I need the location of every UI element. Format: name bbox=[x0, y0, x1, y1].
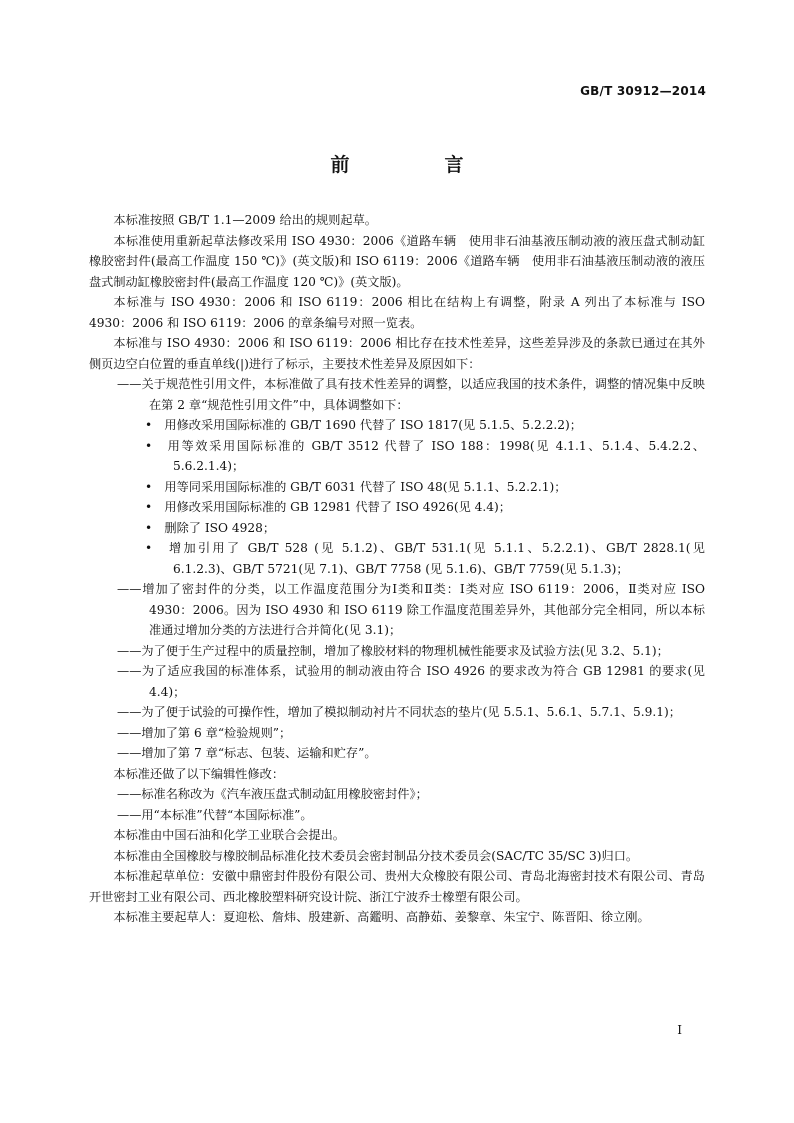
difference-item-references: ——关于规范性引用文件，本标准做了具有技术性差异的调整，以适应我国的技术条件，调整的情况集中反映在第 2 章“规范性引用文件”中，具体调整如下： bbox=[117, 377, 705, 412]
bullet-item: • 删除了 ISO 4928； bbox=[145, 520, 276, 535]
paragraph-drafting-rules: 本标准按照 GB/T 1.1—2009 给出的规则起草。 bbox=[113, 213, 377, 227]
difference-item: ——增加了第 7 章“标志、包装、运输和贮存”。 bbox=[117, 746, 377, 760]
bullet-item: • 增加引用了 GB/T 528 (见 5.1.2)、GB/T 531.1(见 5.1.1、5.2.2.1)、GB/T 2828.1(见 6.1.2.3)、GB/T 5721(见 7.1)、GB/T 7758 (见 5.1.6)、GB/T 7759(见 5.1.3)； bbox=[145, 541, 705, 576]
paragraph-adoption: 本标准使用重新起草法修改采用 ISO 4930：2006《道路车辆 使用非石油基液压制动液的液压盘式制动缸橡胶密封件(最高工作温度 150 ℃)》(英文版)和 ISO 6119：2006《道路车辆 使用非石油基液压制动液的液压盘式制动缸橡胶密封件(最高工作温度 120 ℃)》(英文版)。 bbox=[89, 233, 705, 289]
bullet-item: • 用等同采用国际标准的 GB/T 6031 代替了 ISO 48(见 5.1.1、5.2.2.1)； bbox=[145, 479, 567, 494]
foreword-body bbox=[89, 210, 705, 928]
difference-item: ——为了便于试验的可操作性，增加了模拟制动衬片不同状态的垫片(见 5.5.1、5.6.1、5.7.1、5.9.1)； bbox=[117, 705, 681, 719]
paragraph-drafting-units: 本标准起草单位：安徽中鼎密封件股份有限公司、贵州大众橡胶有限公司、青岛北海密封技术有限公司、青岛开世密封工业有限公司、西北橡胶塑料研究设计院、浙江宁波乔士橡塑有限公司。 bbox=[89, 869, 705, 904]
paragraph-technical-differences: 本标准与 ISO 4930：2006 和 ISO 6119：2006 相比存在技术性差异，这些差异涉及的条款已通过在其外侧页边空白位置的垂直单线(|)进行了标示，主要技术性差异及原因如下： bbox=[89, 336, 705, 371]
standard-code: GB/T 30912—2014 bbox=[580, 84, 706, 98]
paragraph-committee: 本标准由全国橡胶与橡胶制品标准化技术委员会密封制品分技术委员会(SAC/TC 35/SC 3)归口。 bbox=[113, 848, 639, 863]
bullet-item: • 用修改采用国际标准的 GB/T 1690 代替了 ISO 1817(见 5.1.5、5.2.2.2)； bbox=[145, 418, 582, 432]
paragraph-proposer: 本标准由中国石油和化学工业联合会提出。 bbox=[113, 828, 345, 842]
page-title: 前 言 bbox=[330, 154, 502, 176]
bullet-item: • 用修改采用国际标准的 GB 12981 代替了 ISO 4926(见 4.4)； bbox=[145, 500, 511, 514]
difference-item: ——增加了第 6 章“检验规则”； bbox=[117, 725, 292, 740]
difference-item: ——为了便于生产过程中的质量控制，增加了橡胶材料的物理机械性能要求及试验方法(见 3.2、5.1)； bbox=[117, 643, 669, 658]
page-number: Ⅰ bbox=[677, 1023, 682, 1037]
paragraph-structure: 本标准与 ISO 4930：2006 和 ISO 6119：2006 相比在结构上有调整，附录 A 列出了本标准与 ISO 4930：2006 和 ISO 6119：2006 的章条编号对照一览表。 bbox=[89, 295, 705, 330]
difference-item: ——增加了密封件的分类，以工作温度范围分为Ⅰ类和Ⅱ类：Ⅰ类对应 ISO 6119：2006，Ⅱ类对应 ISO 4930：2006。因为 ISO 4930 和 ISO 6119 除工作温度范围差异外，其他部分完全相同，所以本标准通过增加分类的方法进行合并简化(见 3.1)； bbox=[117, 582, 705, 637]
editorial-item: ——标准名称改为《汽车液压盘式制动缸用橡胶密封件》； bbox=[117, 787, 428, 801]
difference-item: ——为了适应我国的标准体系，试验用的制动液由符合 ISO 4926 的要求改为符合 GB 12981 的要求(见 4.4)； bbox=[117, 664, 705, 699]
editorial-item: ——用“本标准”代替“本国际标准”。 bbox=[117, 807, 313, 822]
bullet-item: • 用等效采用国际标准的 GB/T 3512 代替了 ISO 188：1998(见 4.1.1、5.1.4、5.4.2.2、5.6.2.1.4)； bbox=[145, 438, 705, 473]
paragraph-drafters: 本标准主要起草人：夏迎松、詹炜、殷建新、高鑑明、高静茹、姜黎章、朱宝宁、陈晋阳、徐立刚。 bbox=[113, 910, 650, 924]
paragraph-editorial-intro: 本标准还做了以下编辑性修改： bbox=[113, 766, 285, 781]
